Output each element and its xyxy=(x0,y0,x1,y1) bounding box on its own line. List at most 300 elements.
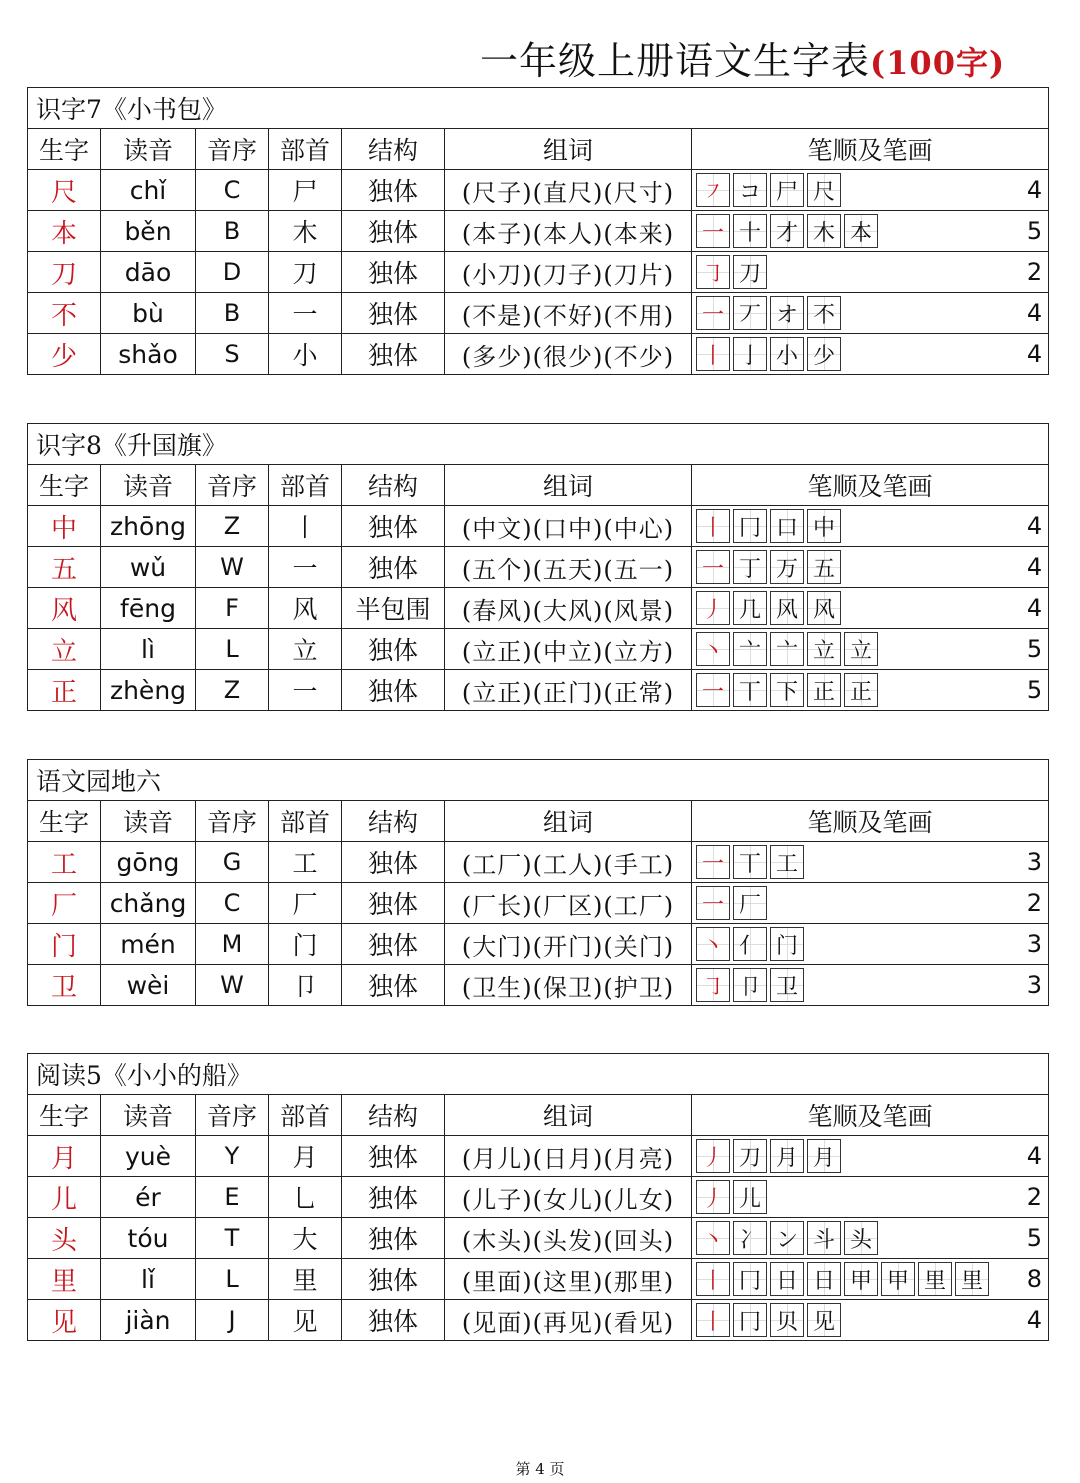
lesson-title-row xyxy=(28,1054,1049,1095)
word-groups-cell: (木头)(头发)(回头) xyxy=(445,1218,692,1259)
stroke-order-boxes xyxy=(696,337,844,371)
character-cell: 卫 xyxy=(28,965,101,1006)
stroke-count: 4 xyxy=(1026,176,1043,204)
table-row xyxy=(28,629,1049,670)
lesson-title: 阅读5《小小的船》 xyxy=(28,1054,1049,1095)
lesson-title: 语文园地六 xyxy=(28,760,1049,801)
character-cell: 少 xyxy=(28,334,101,375)
stroke-order-boxes xyxy=(696,968,807,1002)
stroke-box: 木 xyxy=(807,214,841,248)
sound-order-cell: B xyxy=(196,293,269,334)
stroke-order-cell xyxy=(692,588,1049,629)
table-row xyxy=(28,1136,1049,1177)
character-cell: 不 xyxy=(28,293,101,334)
stroke-box: 厂 xyxy=(733,886,767,920)
stroke-count: 2 xyxy=(1026,889,1043,917)
column-header: 组词 xyxy=(445,129,692,170)
radical-cell: 风 xyxy=(269,588,342,629)
sound-order-cell: L xyxy=(196,1259,269,1300)
stroke-box: 里 xyxy=(918,1262,952,1296)
stroke-order-cell xyxy=(692,670,1049,711)
character-cell: 风 xyxy=(28,588,101,629)
stroke-box: 丨 xyxy=(696,337,730,371)
column-header: 组词 xyxy=(445,1095,692,1136)
character-cell: 里 xyxy=(28,1259,101,1300)
column-header: 音序 xyxy=(196,801,269,842)
stroke-box: ㇆ xyxy=(696,255,730,289)
stroke-box: 下 xyxy=(770,673,804,707)
stroke-order-boxes xyxy=(696,673,881,707)
sound-order-cell: G xyxy=(196,842,269,883)
structure-cell: 独体 xyxy=(342,252,445,293)
stroke-count: 2 xyxy=(1026,258,1043,286)
stroke-box: 里 xyxy=(955,1262,989,1296)
sound-order-cell: Z xyxy=(196,670,269,711)
stroke-box: 甲 xyxy=(881,1262,915,1296)
character-cell: 儿 xyxy=(28,1177,101,1218)
table-row xyxy=(28,1300,1049,1341)
stroke-order-cell xyxy=(692,252,1049,293)
stroke-box: 几 xyxy=(733,591,767,625)
stroke-order-boxes xyxy=(696,632,881,666)
vocab-table xyxy=(27,759,1049,1006)
lesson-title-row xyxy=(28,760,1049,801)
stroke-order-cell xyxy=(692,506,1049,547)
stroke-box: 刀 xyxy=(733,1139,767,1173)
stroke-box: 丿 xyxy=(696,591,730,625)
stroke-box: 万 xyxy=(770,550,804,584)
stroke-box: 一 xyxy=(696,673,730,707)
stroke-box: 丁 xyxy=(733,550,767,584)
structure-cell: 独体 xyxy=(342,547,445,588)
stroke-order-boxes xyxy=(696,927,807,961)
stroke-count: 4 xyxy=(1026,340,1043,368)
character-cell: 月 xyxy=(28,1136,101,1177)
radical-cell: 尸 xyxy=(269,170,342,211)
header-row xyxy=(28,1095,1049,1136)
stroke-box: 儿 xyxy=(733,1180,767,1214)
stroke-box: 丨 xyxy=(696,1262,730,1296)
character-cell: 本 xyxy=(28,211,101,252)
radical-cell: 乚 xyxy=(269,1177,342,1218)
radical-cell: 工 xyxy=(269,842,342,883)
pinyin-cell: yuè xyxy=(101,1136,196,1177)
table-row xyxy=(28,506,1049,547)
lesson-section xyxy=(27,759,1048,1006)
stroke-box: 头 xyxy=(844,1221,878,1255)
page-title xyxy=(480,30,1005,85)
stroke-box: 丅 xyxy=(733,673,767,707)
lesson-title-row xyxy=(28,424,1049,465)
stroke-count: 3 xyxy=(1026,930,1043,958)
pinyin-cell: chǐ xyxy=(101,170,196,211)
column-header: 结构 xyxy=(342,1095,445,1136)
stroke-order-cell xyxy=(692,1136,1049,1177)
lesson-title: 识字7《小书包》 xyxy=(28,88,1049,129)
stroke-box: 丶 xyxy=(696,632,730,666)
stroke-box: 丆 xyxy=(733,296,767,330)
stroke-order-cell xyxy=(692,1177,1049,1218)
word-groups-cell: (五个)(五天)(五一) xyxy=(445,547,692,588)
stroke-order-boxes xyxy=(696,1180,770,1214)
stroke-box: 亠 xyxy=(733,632,767,666)
column-header: 结构 xyxy=(342,801,445,842)
stroke-box: コ xyxy=(733,173,767,207)
stroke-box: 五 xyxy=(807,550,841,584)
stroke-box: 丶 xyxy=(696,1221,730,1255)
table-row xyxy=(28,965,1049,1006)
stroke-box: 丨 xyxy=(696,509,730,543)
column-header: 读音 xyxy=(101,129,196,170)
stroke-box: 少 xyxy=(807,337,841,371)
stroke-box: 本 xyxy=(844,214,878,248)
stroke-order-boxes xyxy=(696,845,807,879)
stroke-box: 风 xyxy=(807,591,841,625)
column-header: 部首 xyxy=(269,1095,342,1136)
sound-order-cell: E xyxy=(196,1177,269,1218)
stroke-box: 冂 xyxy=(733,1303,767,1337)
radical-cell: 一 xyxy=(269,547,342,588)
sound-order-cell: F xyxy=(196,588,269,629)
word-groups-cell: (不是)(不好)(不用) xyxy=(445,293,692,334)
stroke-order-cell xyxy=(692,1218,1049,1259)
radical-cell: 里 xyxy=(269,1259,342,1300)
table-row xyxy=(28,924,1049,965)
pinyin-cell: shǎo xyxy=(101,334,196,375)
stroke-box: 月 xyxy=(770,1139,804,1173)
lesson-title: 识字8《升国旗》 xyxy=(28,424,1049,465)
stroke-box: 十 xyxy=(733,214,767,248)
stroke-box: 立 xyxy=(844,632,878,666)
stroke-box: 正 xyxy=(844,673,878,707)
table-row xyxy=(28,1259,1049,1300)
word-groups-cell: (大门)(开门)(关门) xyxy=(445,924,692,965)
stroke-box: 一 xyxy=(696,214,730,248)
radical-cell: 月 xyxy=(269,1136,342,1177)
radical-cell: 立 xyxy=(269,629,342,670)
structure-cell: 独体 xyxy=(342,1259,445,1300)
structure-cell: 独体 xyxy=(342,670,445,711)
stroke-box: 一 xyxy=(696,845,730,879)
table-row xyxy=(28,334,1049,375)
stroke-box: 正 xyxy=(807,673,841,707)
column-header: 结构 xyxy=(342,465,445,506)
sound-order-cell: J xyxy=(196,1300,269,1341)
pinyin-cell: fēng xyxy=(101,588,196,629)
table-row xyxy=(28,1177,1049,1218)
sound-order-cell: M xyxy=(196,924,269,965)
stroke-order-cell xyxy=(692,211,1049,252)
structure-cell: 独体 xyxy=(342,883,445,924)
word-groups-cell: (月儿)(日月)(月亮) xyxy=(445,1136,692,1177)
column-header: 读音 xyxy=(101,801,196,842)
column-header: 音序 xyxy=(196,129,269,170)
stroke-box: 丨 xyxy=(696,1303,730,1337)
radical-cell: 小 xyxy=(269,334,342,375)
header-row xyxy=(28,465,1049,506)
sound-order-cell: B xyxy=(196,211,269,252)
vocab-table xyxy=(27,87,1049,375)
stroke-count: 4 xyxy=(1026,512,1043,540)
word-groups-cell: (工厂)(工人)(手工) xyxy=(445,842,692,883)
character-cell: 见 xyxy=(28,1300,101,1341)
pinyin-cell: tóu xyxy=(101,1218,196,1259)
stroke-box: 丅 xyxy=(733,845,767,879)
stroke-order-boxes xyxy=(696,1221,881,1255)
sound-order-cell: C xyxy=(196,170,269,211)
stroke-order-boxes xyxy=(696,550,844,584)
stroke-box: 小 xyxy=(770,337,804,371)
stroke-order-cell xyxy=(692,842,1049,883)
character-cell: 五 xyxy=(28,547,101,588)
stroke-box: 风 xyxy=(770,591,804,625)
stroke-box: 甲 xyxy=(844,1262,878,1296)
pinyin-cell: ér xyxy=(101,1177,196,1218)
character-cell: 立 xyxy=(28,629,101,670)
structure-cell: 独体 xyxy=(342,211,445,252)
column-header: 部首 xyxy=(269,801,342,842)
structure-cell: 独体 xyxy=(342,506,445,547)
stroke-order-boxes xyxy=(696,591,844,625)
pinyin-cell: běn xyxy=(101,211,196,252)
radical-cell: 厂 xyxy=(269,883,342,924)
structure-cell: 独体 xyxy=(342,170,445,211)
stroke-box: 卫 xyxy=(770,968,804,1002)
table-row xyxy=(28,170,1049,211)
stroke-box: 日 xyxy=(807,1262,841,1296)
radical-cell: 丨 xyxy=(269,506,342,547)
word-groups-cell: (立正)(中立)(立方) xyxy=(445,629,692,670)
table-row xyxy=(28,547,1049,588)
structure-cell: 独体 xyxy=(342,629,445,670)
stroke-box: 亅 xyxy=(733,337,767,371)
stroke-order-boxes xyxy=(696,886,770,920)
radical-cell: 刀 xyxy=(269,252,342,293)
vocab-table xyxy=(27,1053,1049,1341)
radical-cell: 卩 xyxy=(269,965,342,1006)
stroke-order-cell xyxy=(692,293,1049,334)
stroke-box: 才 xyxy=(770,214,804,248)
stroke-box: 亻 xyxy=(733,927,767,961)
header-row xyxy=(28,129,1049,170)
column-header: 生字 xyxy=(28,129,101,170)
stroke-order-boxes xyxy=(696,1303,844,1337)
pinyin-cell: chǎng xyxy=(101,883,196,924)
lesson-section xyxy=(27,87,1048,375)
structure-cell: 独体 xyxy=(342,293,445,334)
lesson-section xyxy=(27,1053,1048,1341)
word-groups-cell: (本子)(本人)(本来) xyxy=(445,211,692,252)
stroke-order-cell xyxy=(692,924,1049,965)
word-groups-cell: (里面)(这里)(那里) xyxy=(445,1259,692,1300)
stroke-box: 口 xyxy=(770,509,804,543)
radical-cell: 见 xyxy=(269,1300,342,1341)
stroke-count: 5 xyxy=(1026,676,1043,704)
stroke-box: 一 xyxy=(696,550,730,584)
word-groups-cell: (儿子)(女儿)(儿女) xyxy=(445,1177,692,1218)
header-row xyxy=(28,801,1049,842)
character-cell: 尺 xyxy=(28,170,101,211)
stroke-count: 5 xyxy=(1026,217,1043,245)
sound-order-cell: W xyxy=(196,547,269,588)
column-header: 音序 xyxy=(196,1095,269,1136)
stroke-box: 斗 xyxy=(807,1221,841,1255)
stroke-box: 日 xyxy=(770,1262,804,1296)
stroke-box: 尺 xyxy=(807,173,841,207)
word-groups-cell: (春风)(大风)(风景) xyxy=(445,588,692,629)
stroke-box: 冫 xyxy=(733,1221,767,1255)
pinyin-cell: wǔ xyxy=(101,547,196,588)
stroke-box: 工 xyxy=(770,845,804,879)
pinyin-cell: lì xyxy=(101,629,196,670)
word-groups-cell: (厂长)(厂区)(工厂) xyxy=(445,883,692,924)
character-cell: 正 xyxy=(28,670,101,711)
column-header: 组词 xyxy=(445,465,692,506)
structure-cell: 独体 xyxy=(342,842,445,883)
stroke-box: 卩 xyxy=(733,968,767,1002)
structure-cell: 独体 xyxy=(342,1218,445,1259)
word-groups-cell: (多少)(很少)(不少) xyxy=(445,334,692,375)
character-cell: 头 xyxy=(28,1218,101,1259)
character-cell: 工 xyxy=(28,842,101,883)
stroke-box: 刀 xyxy=(733,255,767,289)
stroke-box: ㇇ xyxy=(696,173,730,207)
column-header: 生字 xyxy=(28,1095,101,1136)
stroke-count: 3 xyxy=(1026,848,1043,876)
lesson-title-row xyxy=(28,88,1049,129)
stroke-count: 3 xyxy=(1026,971,1043,999)
stroke-box: オ xyxy=(770,296,804,330)
column-header: 笔顺及笔画 xyxy=(692,1095,1049,1136)
structure-cell: 独体 xyxy=(342,1136,445,1177)
column-header: 部首 xyxy=(269,465,342,506)
column-header: 组词 xyxy=(445,801,692,842)
stroke-count: 4 xyxy=(1026,594,1043,622)
character-cell: 刀 xyxy=(28,252,101,293)
sound-order-cell: L xyxy=(196,629,269,670)
word-groups-cell: (见面)(再见)(看见) xyxy=(445,1300,692,1341)
structure-cell: 独体 xyxy=(342,965,445,1006)
table-row xyxy=(28,1218,1049,1259)
stroke-order-boxes xyxy=(696,1262,992,1296)
vocab-table xyxy=(27,423,1049,711)
radical-cell: 一 xyxy=(269,293,342,334)
table-row xyxy=(28,883,1049,924)
pinyin-cell: gōng xyxy=(101,842,196,883)
stroke-box: ㇆ xyxy=(696,968,730,1002)
stroke-count: 4 xyxy=(1026,1142,1043,1170)
stroke-order-cell xyxy=(692,334,1049,375)
word-groups-cell: (中文)(口中)(中心) xyxy=(445,506,692,547)
pinyin-cell: zhèng xyxy=(101,670,196,711)
page-number: 第 4 页 xyxy=(515,1460,565,1478)
sound-order-cell: Z xyxy=(196,506,269,547)
structure-cell: 半包围 xyxy=(342,588,445,629)
character-cell: 门 xyxy=(28,924,101,965)
stroke-order-cell xyxy=(692,965,1049,1006)
stroke-box: 丿 xyxy=(696,1180,730,1214)
column-header: 笔顺及笔画 xyxy=(692,465,1049,506)
title-count: (100字) xyxy=(870,44,1006,82)
stroke-box: 丶 xyxy=(696,927,730,961)
radical-cell: 一 xyxy=(269,670,342,711)
radical-cell: 门 xyxy=(269,924,342,965)
stroke-box: 月 xyxy=(807,1139,841,1173)
structure-cell: 独体 xyxy=(342,1177,445,1218)
title-main: 一年级上册语文生字表 xyxy=(480,39,871,83)
stroke-order-boxes xyxy=(696,255,770,289)
character-cell: 厂 xyxy=(28,883,101,924)
pinyin-cell: mén xyxy=(101,924,196,965)
word-groups-cell: (尺子)(直尺)(尺寸) xyxy=(445,170,692,211)
column-header: 笔顺及笔画 xyxy=(692,129,1049,170)
stroke-order-boxes xyxy=(696,509,844,543)
column-header: 结构 xyxy=(342,129,445,170)
table-row xyxy=(28,670,1049,711)
stroke-count: 4 xyxy=(1026,299,1043,327)
sound-order-cell: D xyxy=(196,252,269,293)
table-row xyxy=(28,293,1049,334)
structure-cell: 独体 xyxy=(342,924,445,965)
column-header: 读音 xyxy=(101,465,196,506)
sound-order-cell: S xyxy=(196,334,269,375)
column-header: 生字 xyxy=(28,801,101,842)
structure-cell: 独体 xyxy=(342,1300,445,1341)
radical-cell: 大 xyxy=(269,1218,342,1259)
pinyin-cell: lǐ xyxy=(101,1259,196,1300)
pinyin-cell: dāo xyxy=(101,252,196,293)
stroke-box: 尸 xyxy=(770,173,804,207)
stroke-box: 不 xyxy=(807,296,841,330)
stroke-count: 8 xyxy=(1026,1265,1043,1293)
word-groups-cell: (卫生)(保卫)(护卫) xyxy=(445,965,692,1006)
pinyin-cell: wèi xyxy=(101,965,196,1006)
stroke-count: 2 xyxy=(1026,1183,1043,1211)
stroke-order-cell xyxy=(692,1300,1049,1341)
sound-order-cell: C xyxy=(196,883,269,924)
column-header: 读音 xyxy=(101,1095,196,1136)
stroke-order-boxes xyxy=(696,173,844,207)
character-cell: 中 xyxy=(28,506,101,547)
stroke-count: 4 xyxy=(1026,553,1043,581)
stroke-box: 一 xyxy=(696,296,730,330)
table-row xyxy=(28,588,1049,629)
stroke-box: 冂 xyxy=(733,509,767,543)
stroke-box: 丿 xyxy=(696,1139,730,1173)
stroke-order-boxes xyxy=(696,296,844,330)
table-row xyxy=(28,842,1049,883)
sound-order-cell: T xyxy=(196,1218,269,1259)
word-groups-cell: (小刀)(刀子)(刀片) xyxy=(445,252,692,293)
sound-order-cell: W xyxy=(196,965,269,1006)
word-groups-cell: (立正)(正门)(正常) xyxy=(445,670,692,711)
stroke-count: 5 xyxy=(1026,1224,1043,1252)
stroke-box: 见 xyxy=(807,1303,841,1337)
column-header: 笔顺及笔画 xyxy=(692,801,1049,842)
stroke-order-boxes xyxy=(696,214,881,248)
stroke-count: 4 xyxy=(1026,1306,1043,1334)
column-header: 生字 xyxy=(28,465,101,506)
stroke-order-cell xyxy=(692,629,1049,670)
stroke-order-cell xyxy=(692,170,1049,211)
sound-order-cell: Y xyxy=(196,1136,269,1177)
stroke-box: 亠 xyxy=(770,632,804,666)
stroke-box: 贝 xyxy=(770,1303,804,1337)
stroke-box: ン xyxy=(770,1221,804,1255)
pinyin-cell: bù xyxy=(101,293,196,334)
lesson-section xyxy=(27,423,1048,711)
stroke-order-cell xyxy=(692,1259,1049,1300)
